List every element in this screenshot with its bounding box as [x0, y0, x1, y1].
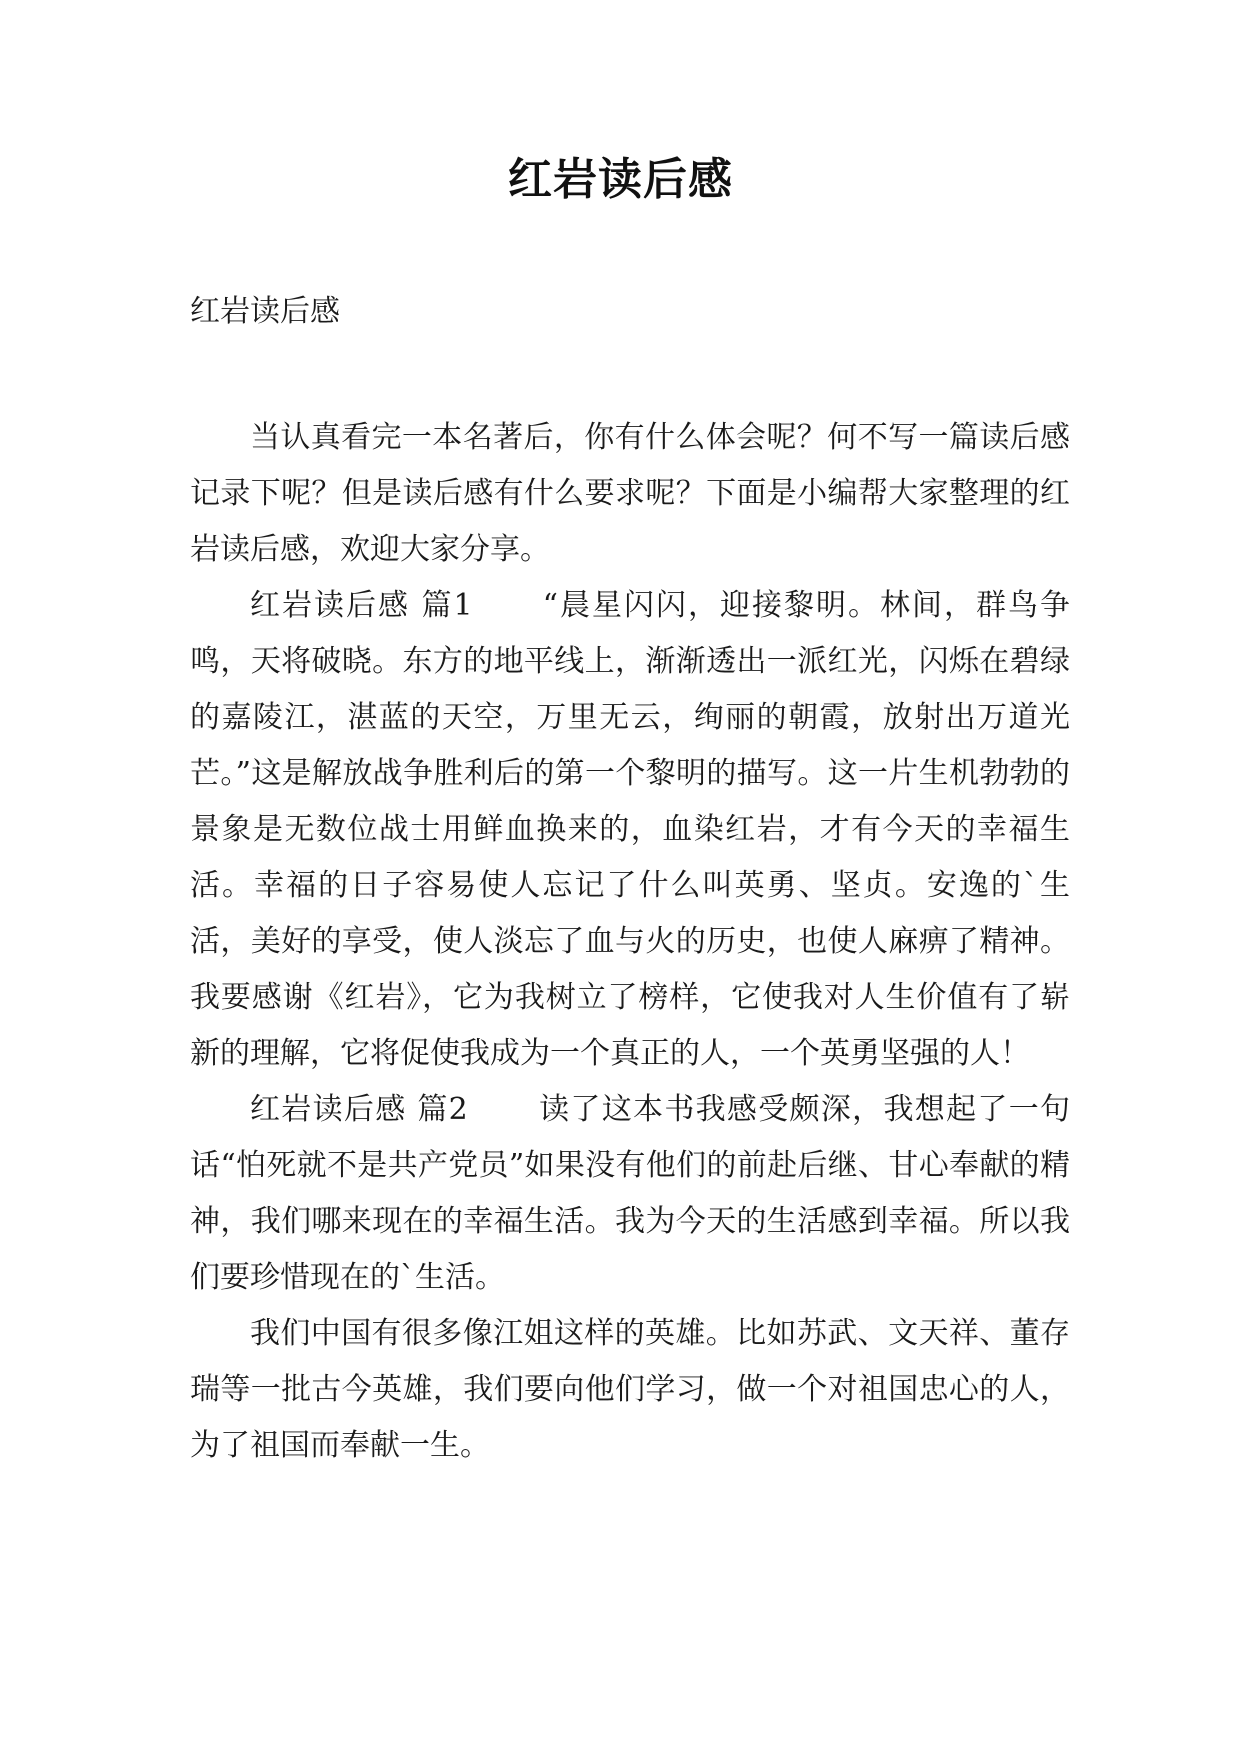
section-heading: 红岩读后感 篇1: [250, 588, 473, 623]
document-title: 红岩读后感: [508, 154, 733, 205]
paragraph-text: 读了这本书我感受颇深，我想起了一句话“怕死就不是共产党员”如果没有他们的前赴后继、甘心奉献的精神，我们哪来现在的幸福生活。我为今天的生活感到幸福。所以我们要珍惜现在的`生活。: [190, 1092, 1071, 1295]
document-subtitle: 红岩读后感: [190, 294, 340, 329]
paragraph-intro: [190, 410, 1070, 578]
paragraph-text: 我们中国有很多像江姐这样的英雄。比如苏武、文天祥、董存瑞等一批古今英雄，我们要向他们学习，做一个对祖国忠心的人，为了祖国而奉献一生。: [190, 1316, 1070, 1463]
section-heading: 红岩读后感 篇2: [250, 1092, 468, 1127]
paragraph-text: 当认真看完一本名著后，你有什么体会呢？何不写一篇读后感记录下呢？但是读后感有什么要求呢？下面是小编帮大家整理的红岩读后感，欢迎大家分享。: [190, 420, 1070, 567]
paragraph-part-1: [190, 578, 1070, 1082]
document-body: [190, 410, 1070, 1474]
paragraph-heroes: [190, 1306, 1070, 1474]
paragraph-part-2: [190, 1082, 1070, 1306]
paragraph-text: “晨星闪闪，迎接黎明。林间，群鸟争鸣，天将破晓。东方的地平线上，渐渐透出一派红光，闪烁在碧绿的嘉陵江，湛蓝的天空，万里无云，绚丽的朝霞，放射出万道光芒。”这是解放战争胜利后的第一个黎明的描写。这一片生机勃勃的景象是无数位战士用鲜血换来的，血染红岩，才有今天的幸福生活。幸福的日子容易使人忘记了什么叫英勇、坚贞。安逸的`生活，美好的享受，使人淡忘了血与火的历史，也使人麻痹了精神。我要感谢《红岩》，它为我树立了榜样，它使我对人生价值有了崭新的理解，它将促使我成为一个真正的人，一个英勇坚强的人！: [190, 588, 1070, 1071]
